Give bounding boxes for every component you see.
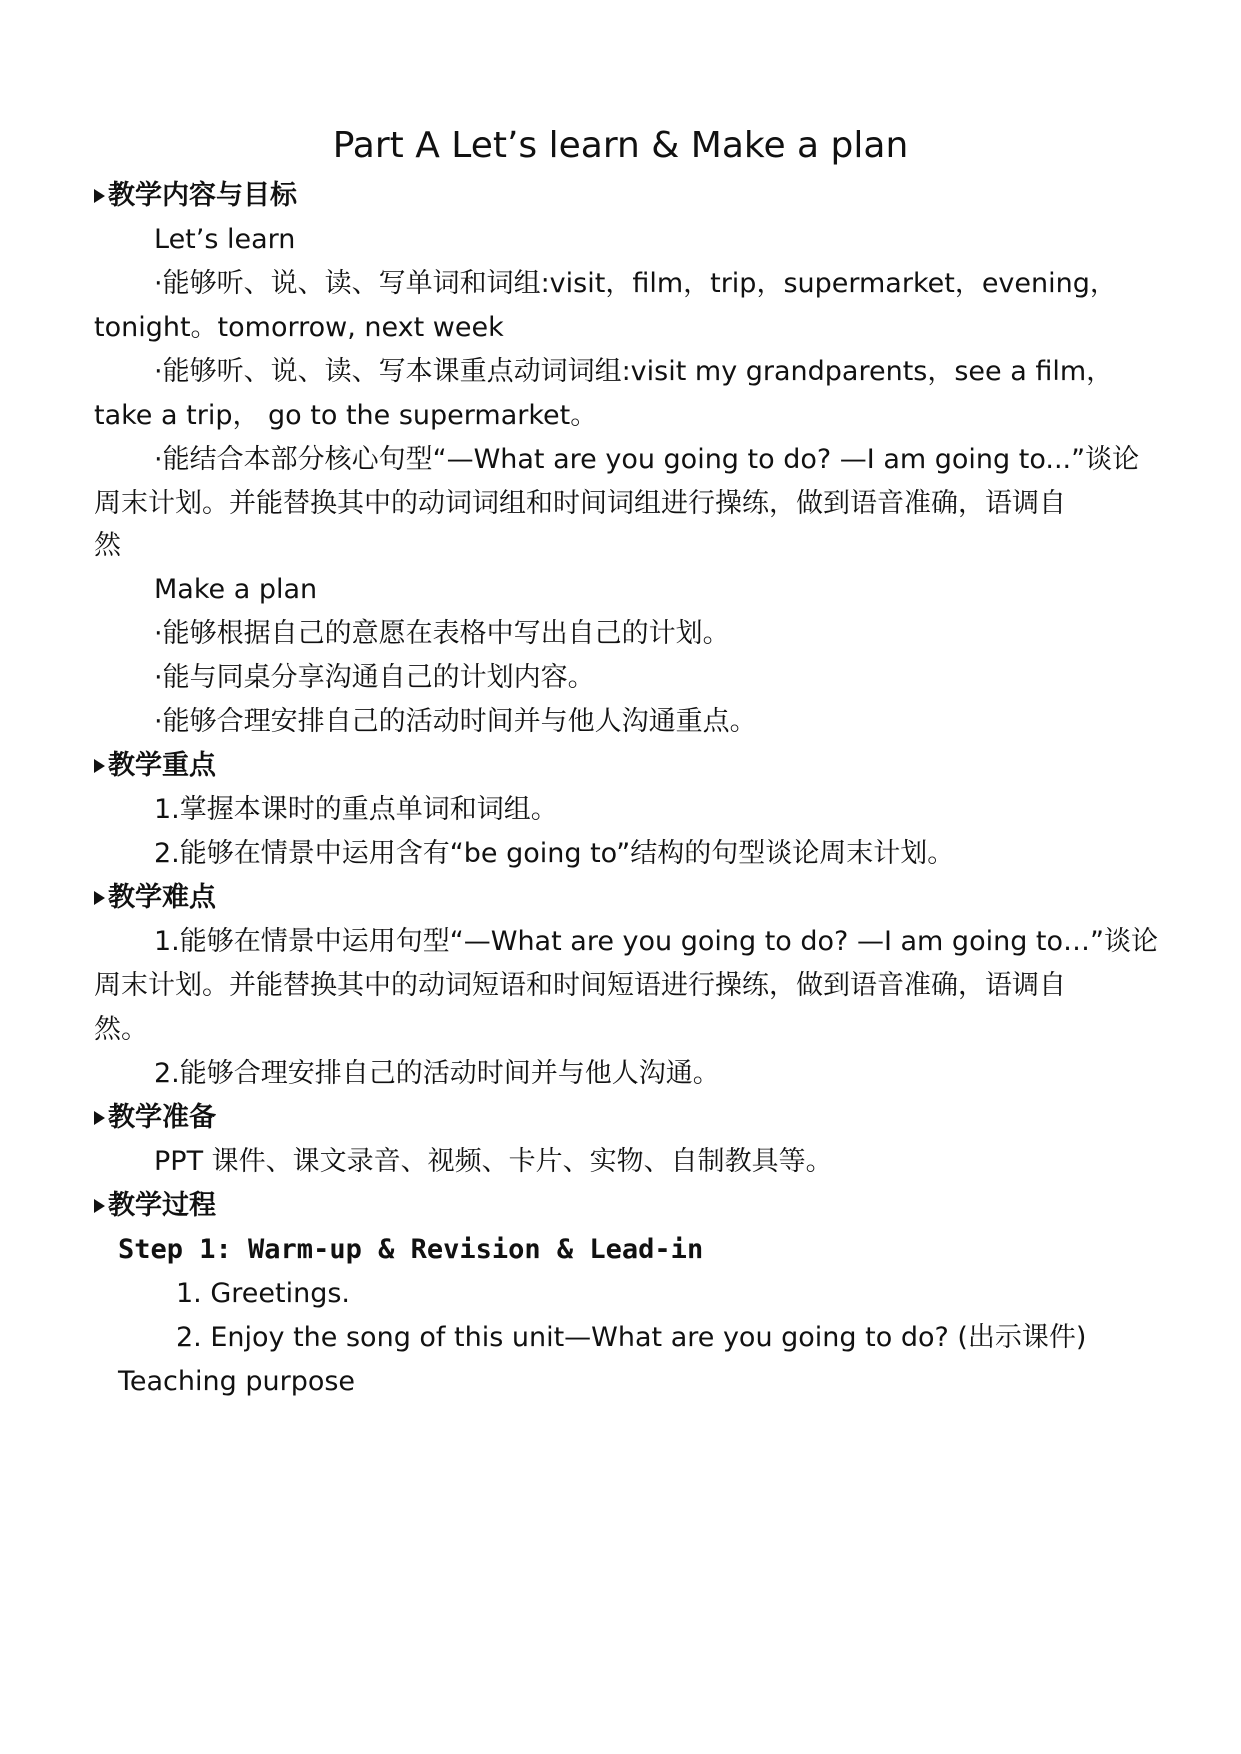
- subheading-lets-learn: Let’s learn: [154, 224, 296, 255]
- triangle-bullet-icon: [94, 891, 105, 905]
- section-heading-text: 教学难点: [108, 882, 216, 913]
- plan-item-2: ·能与同桌分享沟通自己的计划内容。: [154, 662, 595, 693]
- section-heading-content-goals: [94, 172, 1154, 220]
- difficulty-1-line-1: 1.能够在情景中运用句型“—What are you going to do? —I am going to…”谈论: [154, 926, 1159, 957]
- key-point-1: 1.掌握本课时的重点单词和词组。: [154, 794, 558, 825]
- triangle-bullet-icon: [94, 189, 105, 203]
- triangle-bullet-icon: [94, 1199, 105, 1213]
- goal-item-3-line-3: 然: [94, 530, 121, 561]
- section-heading-text: 教学内容与目标: [108, 180, 297, 211]
- goal-item-1-line-1: ·能够听、说、读、写单词和词组:visit，film，trip，supermarket，evening，: [154, 268, 1117, 299]
- goal-item-3-line-2: 周末计划。并能替换其中的动词词组和时间词组进行操练，做到语音准确，语调自: [94, 488, 1066, 519]
- section-heading-process: [94, 1182, 1154, 1230]
- goal-item-1-line-2: tonight。tomorrow, next week: [94, 312, 504, 343]
- goal-item-2-line-2: take a trip， go to the supermarket。: [94, 400, 598, 431]
- section-heading-text: 教学准备: [108, 1102, 216, 1133]
- section-heading-text: 教学重点: [108, 750, 216, 781]
- section-heading-key-points: [94, 742, 1154, 790]
- difficulty-1-line-2: 周末计划。并能替换其中的动词短语和时间短语进行操练，做到语音准确，语调自: [94, 970, 1066, 1001]
- subheading-make-a-plan: Make a plan: [154, 574, 318, 605]
- preparation-item: PPT 课件、课文录音、视频、卡片、实物、自制教具等。: [154, 1146, 833, 1177]
- key-point-2: 2.能够在情景中运用含有“be going to”结构的句型谈论周末计划。: [154, 838, 955, 869]
- difficulty-1-line-3: 然。: [94, 1014, 148, 1045]
- section-heading-text: 教学过程: [108, 1190, 216, 1221]
- difficulty-2: 2.能够合理安排自己的活动时间并与他人沟通。: [154, 1058, 720, 1089]
- goal-item-3-line-1: ·能结合本部分核心句型“—What are you going to do? —I am going to...”谈论: [154, 444, 1140, 475]
- teaching-purpose-label: Teaching purpose: [118, 1366, 356, 1397]
- plan-item-3: ·能够合理安排自己的活动时间并与他人沟通重点。: [154, 706, 757, 737]
- page-title: Part A Let’s learn & Make a plan: [332, 125, 909, 166]
- process-item-1: 1. Greetings.: [176, 1278, 350, 1309]
- goal-item-2-line-1: ·能够听、说、读、写本课重点动词词组:visit my grandparents，see a film，: [154, 356, 1114, 387]
- process-item-2: 2. Enjoy the song of this unit—What are you going to do? (出示课件): [176, 1322, 1087, 1353]
- step-1-heading: Step 1: Warm-up & Revision & Lead-in: [118, 1234, 704, 1265]
- triangle-bullet-icon: [94, 1111, 105, 1125]
- triangle-bullet-icon: [94, 759, 105, 773]
- section-heading-preparation: [94, 1094, 1154, 1142]
- plan-item-1: ·能够根据自己的意愿在表格中写出自己的计划。: [154, 618, 730, 649]
- section-heading-difficulties: [94, 874, 1154, 922]
